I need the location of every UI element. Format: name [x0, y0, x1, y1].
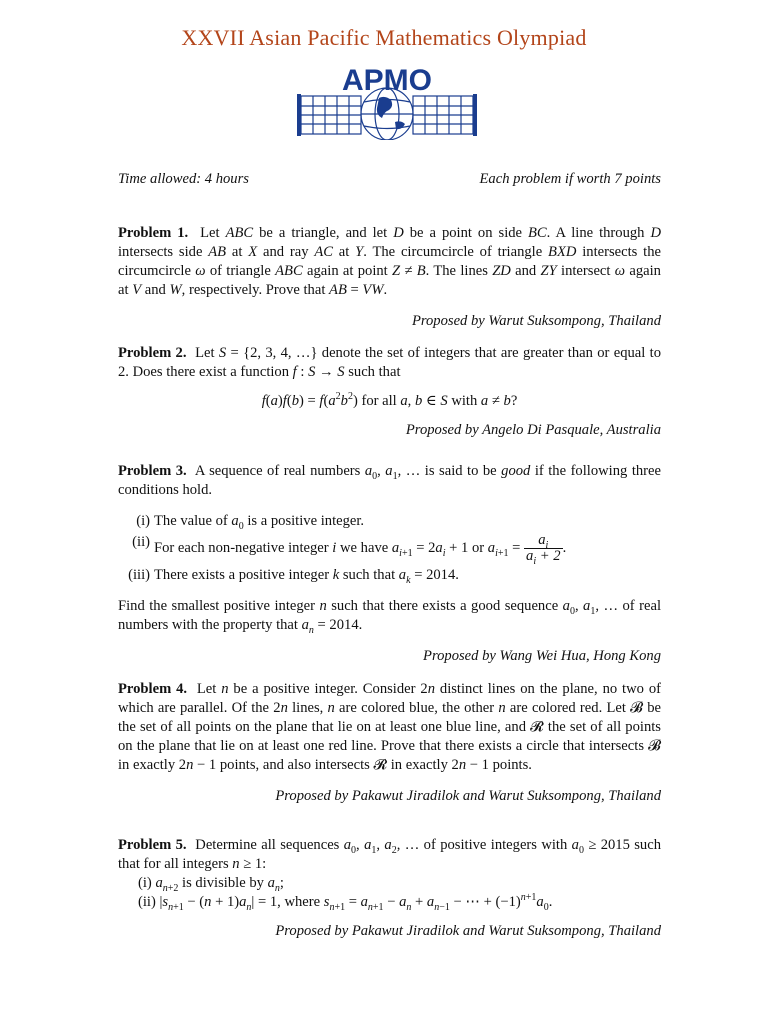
- exam-meta: [118, 170, 661, 189]
- problem-3: Problem 3. A sequence of real numbers $a_0$, $a_1$, … is said to be good if the following three conditions hold. (i) The value of $a_0$ is a positive integer. (ii) For each non-negative integer i we have $a_{i+1} = 2a_i + 1$ or $a_{i+1}$ = $\frac{a_i}{a_i + 2}$ . (iii) There exists a positive integer k such that $a_k = 2014$. Find the smallest positive integer n such that there exists a good sequence $a_0$, $a_1$, … of real numbers with the property that $a_n = 2014$. Proposed by Wang Wei Hua, Hong Kong: [118, 463, 661, 664]
- problem-4: Problem 4. Let n be a positive integer. Consider 2n distinct lines on the plane, no two of which are parallel. Of the 2n lines, n are colored blue, the other n are colored red. Let 𝓑 be the set of all points on the plane that lie on at least one blue line, and 𝓡 the set of all points on the plane that lie on at least one red line. Prove that there exists a circle that intersects 𝓑 in exactly 2n − 1 points, and also intersects 𝓡 in exactly 2n − 1 points. Proposed by Pakawut Jiradilok and Warut Suksompong, Thailand: [118, 681, 661, 804]
- problem-proposer: Proposed by Pakawut Jiradilok and Warut Suksompong, Thailand: [275, 923, 661, 939]
- problem-1: Problem 1. Let ABC be a triangle, and let D be a point on side BC. A line through D intersects side AB at X and ray AC at Y. The circumcircle of triangle BXD intersects the circumcircle ω of triangle ABC again at point Z ≠ B. The lines ZD and ZY intersect ω again at V and W, respectively. Prove that AB = VW. Proposed by Warut Suksompong, Thailand: [118, 225, 662, 329]
- problem-proposer: Proposed by Wang Wei Hua, Hong Kong: [423, 648, 661, 664]
- apmo-logo: [297, 64, 477, 140]
- logo-text: APMO: [342, 64, 432, 97]
- page-title: XXVII Asian Pacific Mathematics Olympiad: [181, 25, 587, 50]
- problem-label: Problem 4.: [118, 681, 188, 697]
- problem-label: Problem 1.: [118, 225, 189, 241]
- points-note: Each problem if worth 7 points: [479, 171, 661, 187]
- problem-label: Problem 5.: [118, 837, 187, 853]
- problem-label: Problem 2.: [118, 345, 187, 361]
- problem-proposer: Proposed by Pakawut Jiradilok and Warut Suksompong, Thailand: [275, 788, 661, 804]
- problem-proposer: Proposed by Angelo Di Pasquale, Australia: [405, 422, 661, 438]
- problem-2: Problem 2. Let S = {2, 3, 4, …} denote the set of integers that are greater than or equal to 2. Does there exist a function f : S → S such that $f(a)f(b) = f(a^2b^2)$ for all a, b ∈ S with a ≠ b? Proposed by Angelo Di Pasquale, Australia: [118, 345, 661, 438]
- problem-label: Problem 3.: [118, 463, 187, 479]
- time-allowed: Time allowed: 4 hours: [118, 171, 249, 187]
- problem-proposer: Proposed by Warut Suksompong, Thailand: [411, 313, 661, 329]
- problem-5: Problem 5. Determine all sequences $a_0$, $a_1$, $a_2$, … of positive integers with $a_0 \ge 2015$ such that for all integers n ≥ 1: (i) $a_{n+2}$ is divisible by $a_n$; (ii) $|s_{n+1} - (n + 1)a_n| = 1$, where $s_{n+1} = a_{n+1} - a_n + a_{n-1}$ − ⋯ + $(-1)^{n+1}a_0$. Proposed by Pakawut Jiradilok and Warut Suksompong, Thailand: [118, 837, 662, 939]
